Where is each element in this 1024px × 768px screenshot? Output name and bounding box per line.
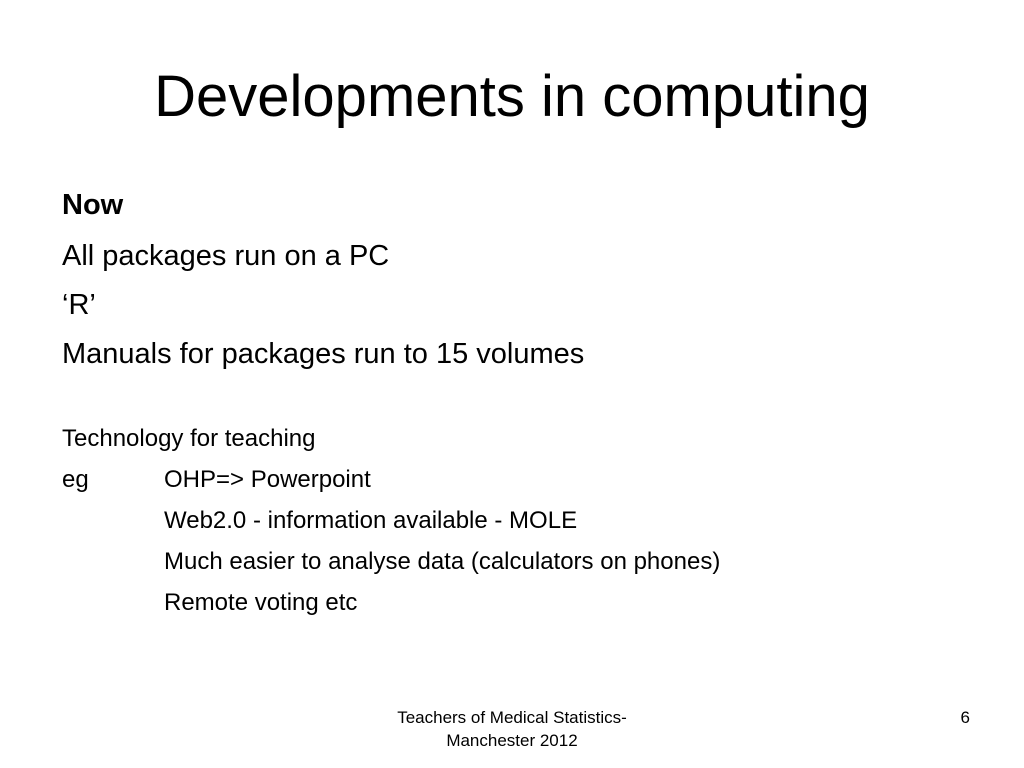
example-item: OHP=> Powerpoint [164, 466, 371, 493]
footer-line: Teachers of Medical Statistics- [397, 708, 627, 727]
slide-title: Developments in computing [154, 64, 870, 129]
example-item: Much easier to analyse data (calculators on phones) [164, 548, 721, 575]
example-item: Remote voting etc [164, 589, 358, 616]
footer-line: Manchester 2012 [446, 731, 578, 750]
body-line: ‘R’ [62, 289, 96, 321]
eg-label: eg [62, 466, 89, 493]
now-heading: Now [62, 189, 124, 221]
example-item: Web2.0 - information available - MOLE [164, 507, 578, 534]
teaching-heading: Technology for teaching [62, 425, 316, 452]
body-line: All packages run on a PC [62, 240, 390, 272]
page-number: 6 [960, 708, 970, 727]
slide-footer [362, 706, 662, 752]
body-line: Manuals for packages run to 15 volumes [62, 338, 585, 370]
